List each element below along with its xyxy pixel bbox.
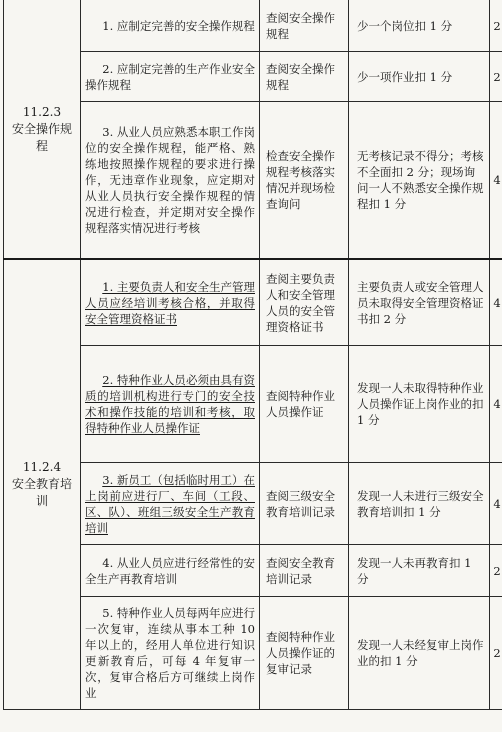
method-text: 查阅安全操作规程: [266, 61, 335, 92]
requirement-text: 1. 主要负责人和安全生产管理人员应经培训考核合格，并取得安全管理资格证书: [85, 279, 255, 326]
deduction-text: 发现一人未再教育扣 1 分: [357, 555, 472, 586]
section-cell: [4, 259, 81, 710]
method-cell: [260, 463, 349, 545]
requirement-cell: [81, 52, 260, 102]
method-text: 查阅安全教育培训记录: [266, 555, 335, 586]
score-cell: 4: [490, 259, 502, 346]
table-row: [4, 259, 502, 346]
deduction-text: 少一项作业扣 1 分: [357, 69, 453, 84]
method-cell: [260, 346, 349, 463]
deduction-cell: [349, 346, 490, 463]
method-text: 查阅安全操作规程: [266, 10, 335, 41]
method-cell: [260, 545, 349, 597]
requirement-text: 4. 从业人员应进行经常性的安全生产再教育培训: [85, 555, 255, 586]
requirement-cell: [81, 259, 260, 346]
deduction-cell: [349, 597, 490, 710]
method-cell: [260, 102, 349, 260]
deduction-cell: [349, 545, 490, 597]
deduction-cell: [349, 52, 490, 102]
section-name: 安全教育培训: [11, 477, 72, 508]
score-cell: 4: [490, 102, 502, 260]
score-cell: 4: [490, 346, 502, 463]
requirement-cell: [81, 463, 260, 545]
section-name: 安全操作规程: [11, 121, 72, 153]
requirement-cell: [81, 545, 260, 597]
deduction-cell: [349, 259, 490, 346]
requirement-cell: [81, 0, 260, 52]
requirement-cell: [81, 597, 260, 710]
deduction-text: 主要负责人或安全管理人员未取得安全管理资格证书扣 2 分: [357, 279, 484, 326]
method-text: 检查安全操作规程考核落实情况并现场检查询问: [266, 149, 335, 211]
requirement-text: 2. 特种作业人员必须由具有资质的培训机构进行专门的安全技术和操作技能的培训和考核，取得特种作业人员操作证: [85, 373, 255, 435]
requirement-cell: [81, 346, 260, 463]
section-code: 11.2.4: [22, 460, 62, 474]
method-cell: [260, 259, 349, 346]
section-code: 11.2.3: [22, 104, 62, 119]
deduction-text: 发现一人未经复审上岗作业的扣 1 分: [357, 638, 484, 668]
section-cell: [4, 0, 81, 259]
deduction-text: 少一个岗位扣 1 分: [357, 18, 453, 33]
requirement-text: 1. 应制定完善的安全操作规程: [102, 18, 255, 33]
score-cell: 4: [490, 463, 502, 545]
requirement-text: 2. 应制定完善的生产作业安全操作规程: [85, 61, 255, 92]
method-cell: [260, 0, 349, 52]
method-text: 查阅特种作业人员操作证: [266, 389, 335, 419]
score-cell: 2: [490, 545, 502, 597]
method-cell: [260, 52, 349, 102]
table-row: [4, 0, 502, 52]
score-cell: 2: [490, 52, 502, 102]
requirement-text: 3. 从业人员应熟悉本职工作岗位的安全操作规程，能严格、熟练地按照操作规程的要求进行操作，无违章作业现象，应定期对从业人员执行安全操作规程的情况进行检查，并定期对安全操作规程落实情况进行考核: [85, 125, 255, 235]
method-cell: [260, 597, 349, 710]
deduction-cell: [349, 0, 490, 52]
score-cell: 2: [490, 0, 502, 52]
safety-assessment-table: [3, 0, 502, 710]
method-text: 查阅特种作业人员操作证的复审记录: [266, 630, 335, 676]
method-text: 查阅三级安全教育培训记录: [266, 488, 335, 519]
deduction-cell: [349, 102, 490, 260]
requirement-text: 3. 新员工（包括临时用工）在上岗前应进行厂、车间（工段、区、队）、班组三级安全生产教育培训: [85, 472, 255, 535]
deduction-text: 发现一人未进行三级安全教育培训扣 1 分: [357, 488, 484, 519]
deduction-text: 发现一人未取得特种作业人员操作证上岗作业的扣 1 分: [357, 381, 484, 427]
deduction-cell: [349, 463, 490, 545]
requirement-text: 5. 特种作业人员每两年应进行一次复审，连续从事本工种 10 年以上的，经用人单位进行知识更新教育后，可每 4 年复审一次，复审合格后方可继续上岗作业: [85, 606, 255, 700]
deduction-text: 无考核记录不得分；考核不全面扣 2 分；现场询问一人不熟悉安全操作规程扣 1 分: [357, 149, 484, 211]
score-cell: 2: [490, 597, 502, 710]
method-text: 查阅主要负责人和安全管理人员的安全管理资格证书: [266, 271, 335, 334]
requirement-cell: [81, 102, 260, 260]
